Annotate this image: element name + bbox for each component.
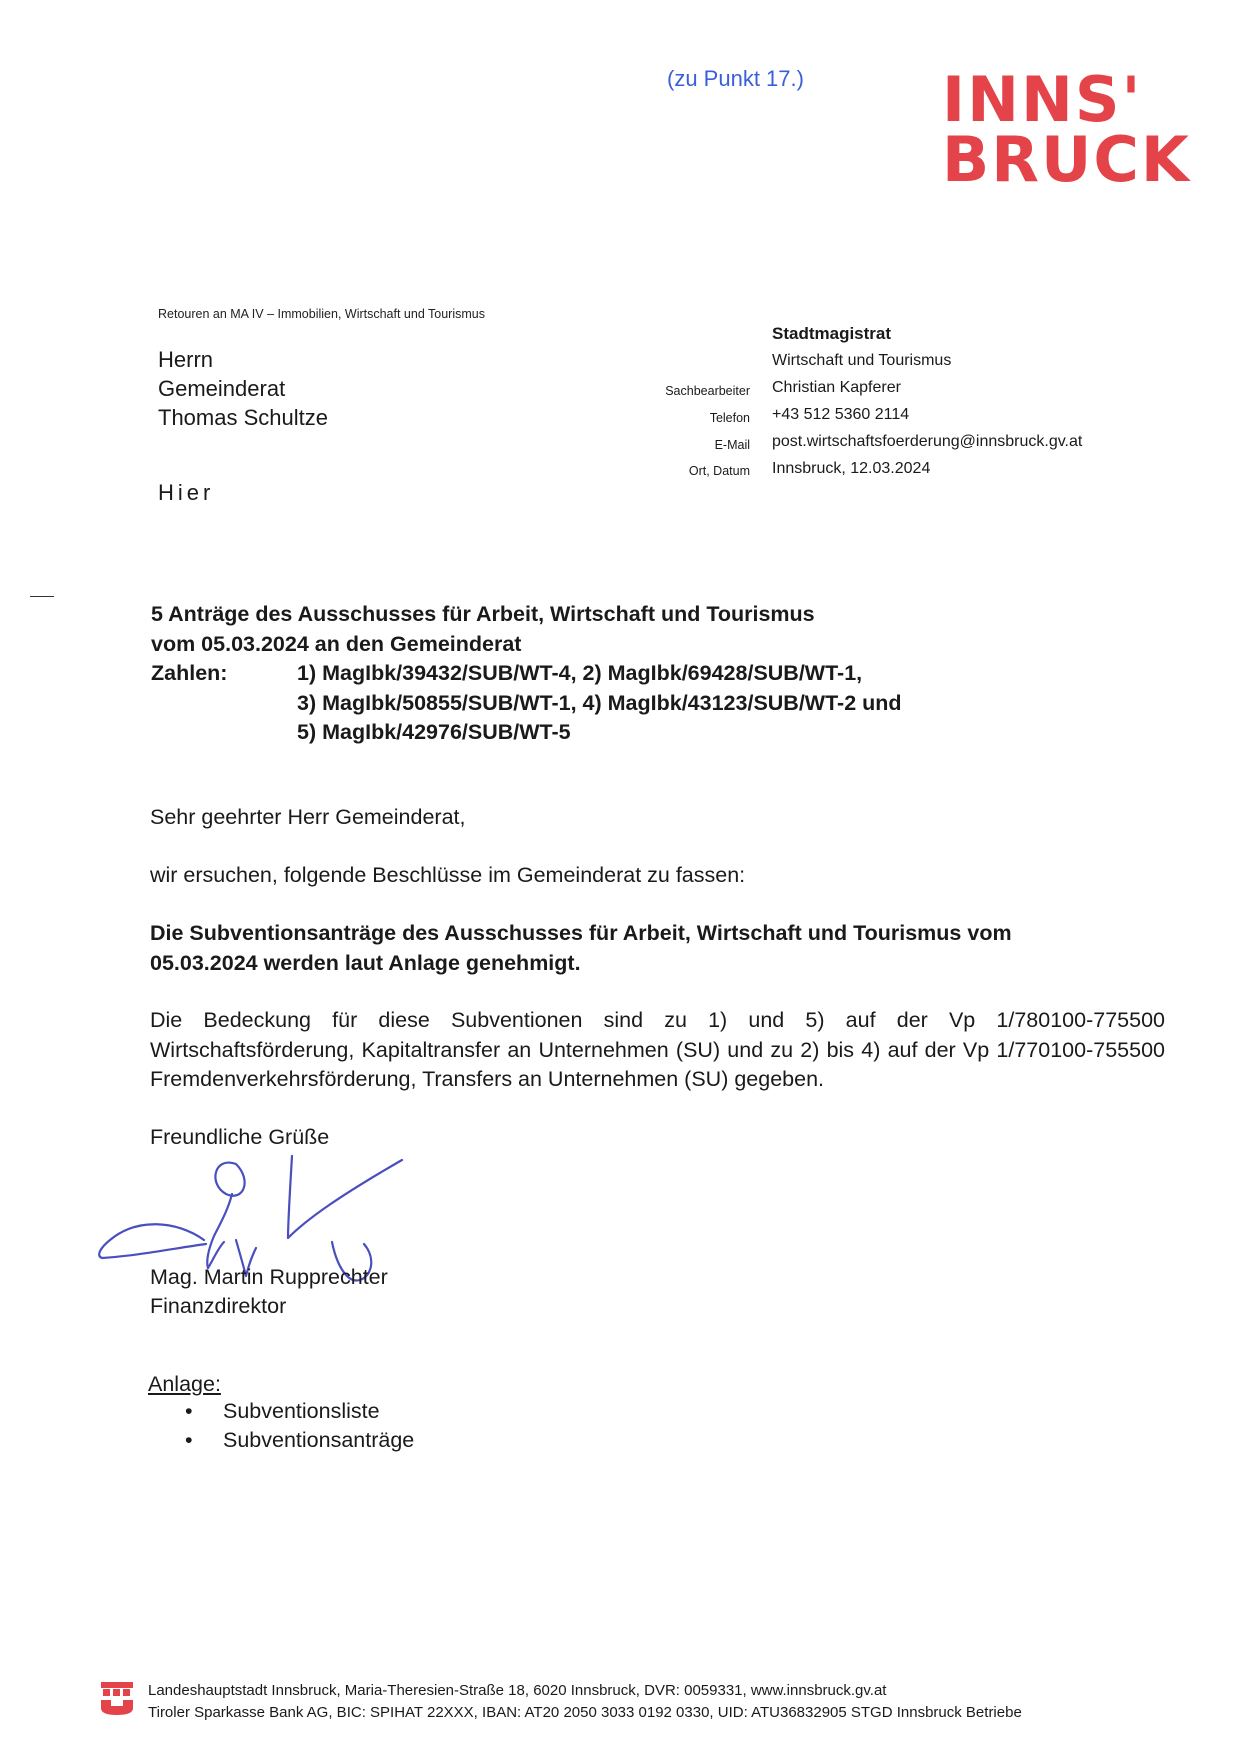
recipient-name: Thomas Schultze xyxy=(158,405,328,430)
return-address-line: Retouren an MA IV – Immobilien, Wirtschaft und Tourismus xyxy=(158,307,485,321)
city-emblem-icon xyxy=(99,1680,135,1716)
office-department: Wirtschaft und Tourismus xyxy=(772,352,952,369)
zahlen-label: Zahlen: xyxy=(151,661,228,685)
recipient-salutation: Herrn xyxy=(158,347,214,372)
recipient-location: Hier xyxy=(158,480,215,505)
salutation: Sehr geehrter Herr Gemeinderat, xyxy=(150,805,466,829)
info-value-phone: +43 512 5360 2114 xyxy=(772,406,910,423)
fold-mark xyxy=(30,596,54,597)
info-value-clerk: Christian Kapferer xyxy=(772,379,901,396)
logo-line-1: INNS' xyxy=(942,63,1143,136)
coverage-paragraph: Die Bedeckung für diese Subventionen sind zu 1) und 5) auf der Vp 1/780100-775500 Wirtschaftsförderung, Kapitaltransfer an Unternehmen (SU) und zu 2) bis 4) auf der Vp 1/770100-755500 Fremdenverkehrsförderung, Transfers an Unternehmen (SU) gegeben. xyxy=(150,1008,1165,1091)
zahlen-line-2: 3) MagIbk/50855/SUB/WT-1, 4) MagIbk/43123/SUB/WT-2 und xyxy=(297,690,902,715)
sig-stroke-4 xyxy=(288,1156,402,1238)
signatory-title: Finanzdirektor xyxy=(150,1294,287,1318)
info-label-clerk: Sachbearbeiter xyxy=(665,384,750,398)
zahlen-line-3: 5) MagIbk/42976/SUB/WT-5 xyxy=(297,720,571,744)
subject-line-2: vom 05.03.2024 an den Gemeinderat xyxy=(151,631,522,656)
sig-stroke-2 xyxy=(99,1224,206,1258)
footer-address: Landeshauptstadt Innsbruck, Maria-Theresien-Straße 18, 6020 Innsbruck, DVR: 0059331, www.innsbruck.gv.at xyxy=(148,1682,887,1699)
info-label-date: Ort, Datum xyxy=(688,464,750,478)
attachments-label: Anlage: xyxy=(148,1372,221,1396)
agenda-point-note: (zu Punkt 17.) xyxy=(667,66,804,91)
closing-greeting: Freundliche Grüße xyxy=(150,1125,330,1149)
letter-footer xyxy=(148,1680,1022,1724)
signatory-name: Mag. Martin Rupprechter xyxy=(150,1265,388,1289)
request-paragraph: wir ersuchen, folgende Beschlüsse im Gemeinderat zu fassen: xyxy=(150,863,746,887)
logo-line-2: BRUCK xyxy=(942,123,1191,196)
subject-block xyxy=(151,600,902,748)
subject-numbers-row xyxy=(151,659,902,689)
footer-bank: Tiroler Sparkasse Bank AG, BIC: SPIHAT 22XXX, IBAN: AT20 2050 3033 0192 0330, UID: ATU36832905 STGD Innsbruck Betriebe xyxy=(148,1704,1022,1721)
attachment-item: • Subventionsanträge xyxy=(185,1426,414,1455)
info-value-date: Innsbruck, 12.03.2024 xyxy=(772,460,931,477)
info-value-email[interactable]: post.wirtschaftsfoerderung@innsbruck.gv.at xyxy=(772,433,1083,450)
zahlen-line-1: 1) MagIbk/39432/SUB/WT-4, 2) MagIbk/69428/SUB/WT-1, xyxy=(297,661,863,685)
resolution-paragraph: Die Subventionsanträge des Ausschusses für Arbeit, Wirtschaft und Tourismus vom 05.03.2024 werden laut Anlage genehmigt. xyxy=(150,921,1012,975)
attachment-item: • Subventionsliste xyxy=(185,1397,414,1426)
info-label-phone: Telefon xyxy=(709,411,750,425)
info-label-email: E-Mail xyxy=(714,438,750,452)
recipient-address xyxy=(158,345,328,432)
attachments-list xyxy=(185,1397,414,1455)
innsbruck-logo xyxy=(942,63,1191,196)
subject-line-1: 5 Anträge des Ausschusses für Arbeit, Wirtschaft und Tourismus xyxy=(151,602,815,626)
office-heading: Stadtmagistrat xyxy=(772,324,892,343)
recipient-role: Gemeinderat xyxy=(158,376,286,401)
